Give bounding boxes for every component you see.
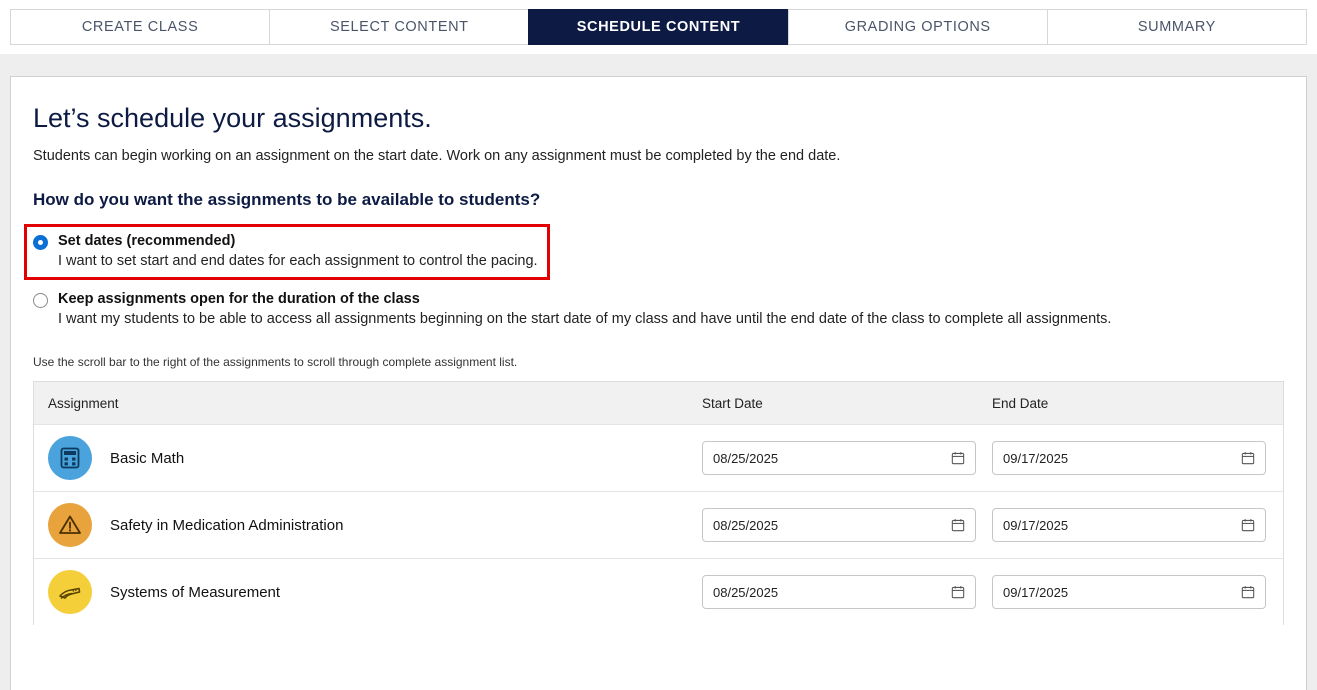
- radio-option-set-dates[interactable]: [33, 232, 538, 271]
- radio-option-description: I want to set start and end dates for each assignment to control the pacing.: [58, 252, 538, 269]
- wizard-step-select-content[interactable]: [269, 9, 528, 45]
- end-date-input[interactable]: [992, 441, 1266, 475]
- scroll-instruction: Use the scroll bar to the right of the assignments to scroll through complete assignment list.: [33, 355, 518, 370]
- assignment-name: Safety in Medication Administration: [110, 516, 344, 534]
- start-date-value: 08/25/2025: [713, 584, 779, 600]
- hand-measure-icon: [48, 570, 92, 614]
- assignment-name: Basic Math: [110, 449, 185, 467]
- calendar-icon[interactable]: [1241, 451, 1255, 465]
- warning-triangle-icon: [48, 503, 92, 547]
- end-date-value: 09/17/2025: [1003, 584, 1069, 600]
- radio-option-label: Keep assignments open for the duration of the class: [58, 291, 420, 308]
- start-date-value: 08/25/2025: [713, 517, 779, 533]
- wizard-step-schedule-content[interactable]: [528, 9, 787, 45]
- assignment-name: Systems of Measurement: [110, 583, 281, 601]
- radio-option-description: I want my students to be able to access all assignments beginning on the start date of my class and have until the end date of the class to complete all assignments.: [58, 310, 1112, 327]
- end-date-value: 09/17/2025: [1003, 517, 1069, 533]
- radio-set-dates[interactable]: [33, 235, 48, 250]
- radio-option-keep-open[interactable]: [33, 290, 1284, 329]
- page-title: Let’s schedule your assignments.: [33, 103, 432, 133]
- calendar-icon[interactable]: [951, 451, 965, 465]
- start-date-input[interactable]: [702, 575, 976, 609]
- calendar-icon[interactable]: [951, 518, 965, 532]
- wizard-step-grading-options[interactable]: [788, 9, 1047, 45]
- end-date-value: 09/17/2025: [1003, 450, 1069, 466]
- start-date-value: 08/25/2025: [713, 450, 779, 466]
- schedule-card: [10, 76, 1307, 690]
- table-header-row: [34, 382, 1283, 424]
- wizard-step-label: CREATE CLASS: [81, 19, 199, 35]
- start-date-input[interactable]: [702, 441, 976, 475]
- column-header-start-date: Start Date: [702, 395, 763, 411]
- assignments-table: [33, 381, 1284, 625]
- end-date-input[interactable]: [992, 508, 1266, 542]
- radio-option-label: Set dates (recommended): [58, 233, 236, 249]
- start-date-input[interactable]: [702, 508, 976, 542]
- radio-keep-open[interactable]: [33, 293, 48, 308]
- table-row: [34, 558, 1283, 625]
- column-header-end-date: End Date: [992, 395, 1049, 411]
- calendar-icon[interactable]: [951, 585, 965, 599]
- wizard-step-label: SUMMARY: [1137, 19, 1216, 35]
- wizard-step-label: SCHEDULE CONTENT: [576, 19, 741, 35]
- table-row: [34, 491, 1283, 558]
- wizard-step-create-class[interactable]: [10, 9, 269, 45]
- wizard-step-label: SELECT CONTENT: [329, 19, 469, 35]
- wizard-steps: [0, 0, 1317, 54]
- availability-question: How do you want the assignments to be available to students?: [33, 190, 541, 209]
- column-header-assignment: Assignment: [48, 395, 119, 411]
- set-dates-option-highlight: [24, 224, 550, 280]
- wizard-step-summary[interactable]: [1047, 9, 1307, 45]
- page-subtitle: Students can begin working on an assignment on the start date. Work on any assignment must be completed by the end date.: [33, 148, 841, 164]
- table-row: [34, 424, 1283, 491]
- calculator-icon: [48, 436, 92, 480]
- page-background: [0, 54, 1317, 690]
- end-date-input[interactable]: [992, 575, 1266, 609]
- calendar-icon[interactable]: [1241, 585, 1255, 599]
- wizard-step-label: GRADING OPTIONS: [844, 19, 991, 35]
- calendar-icon[interactable]: [1241, 518, 1255, 532]
